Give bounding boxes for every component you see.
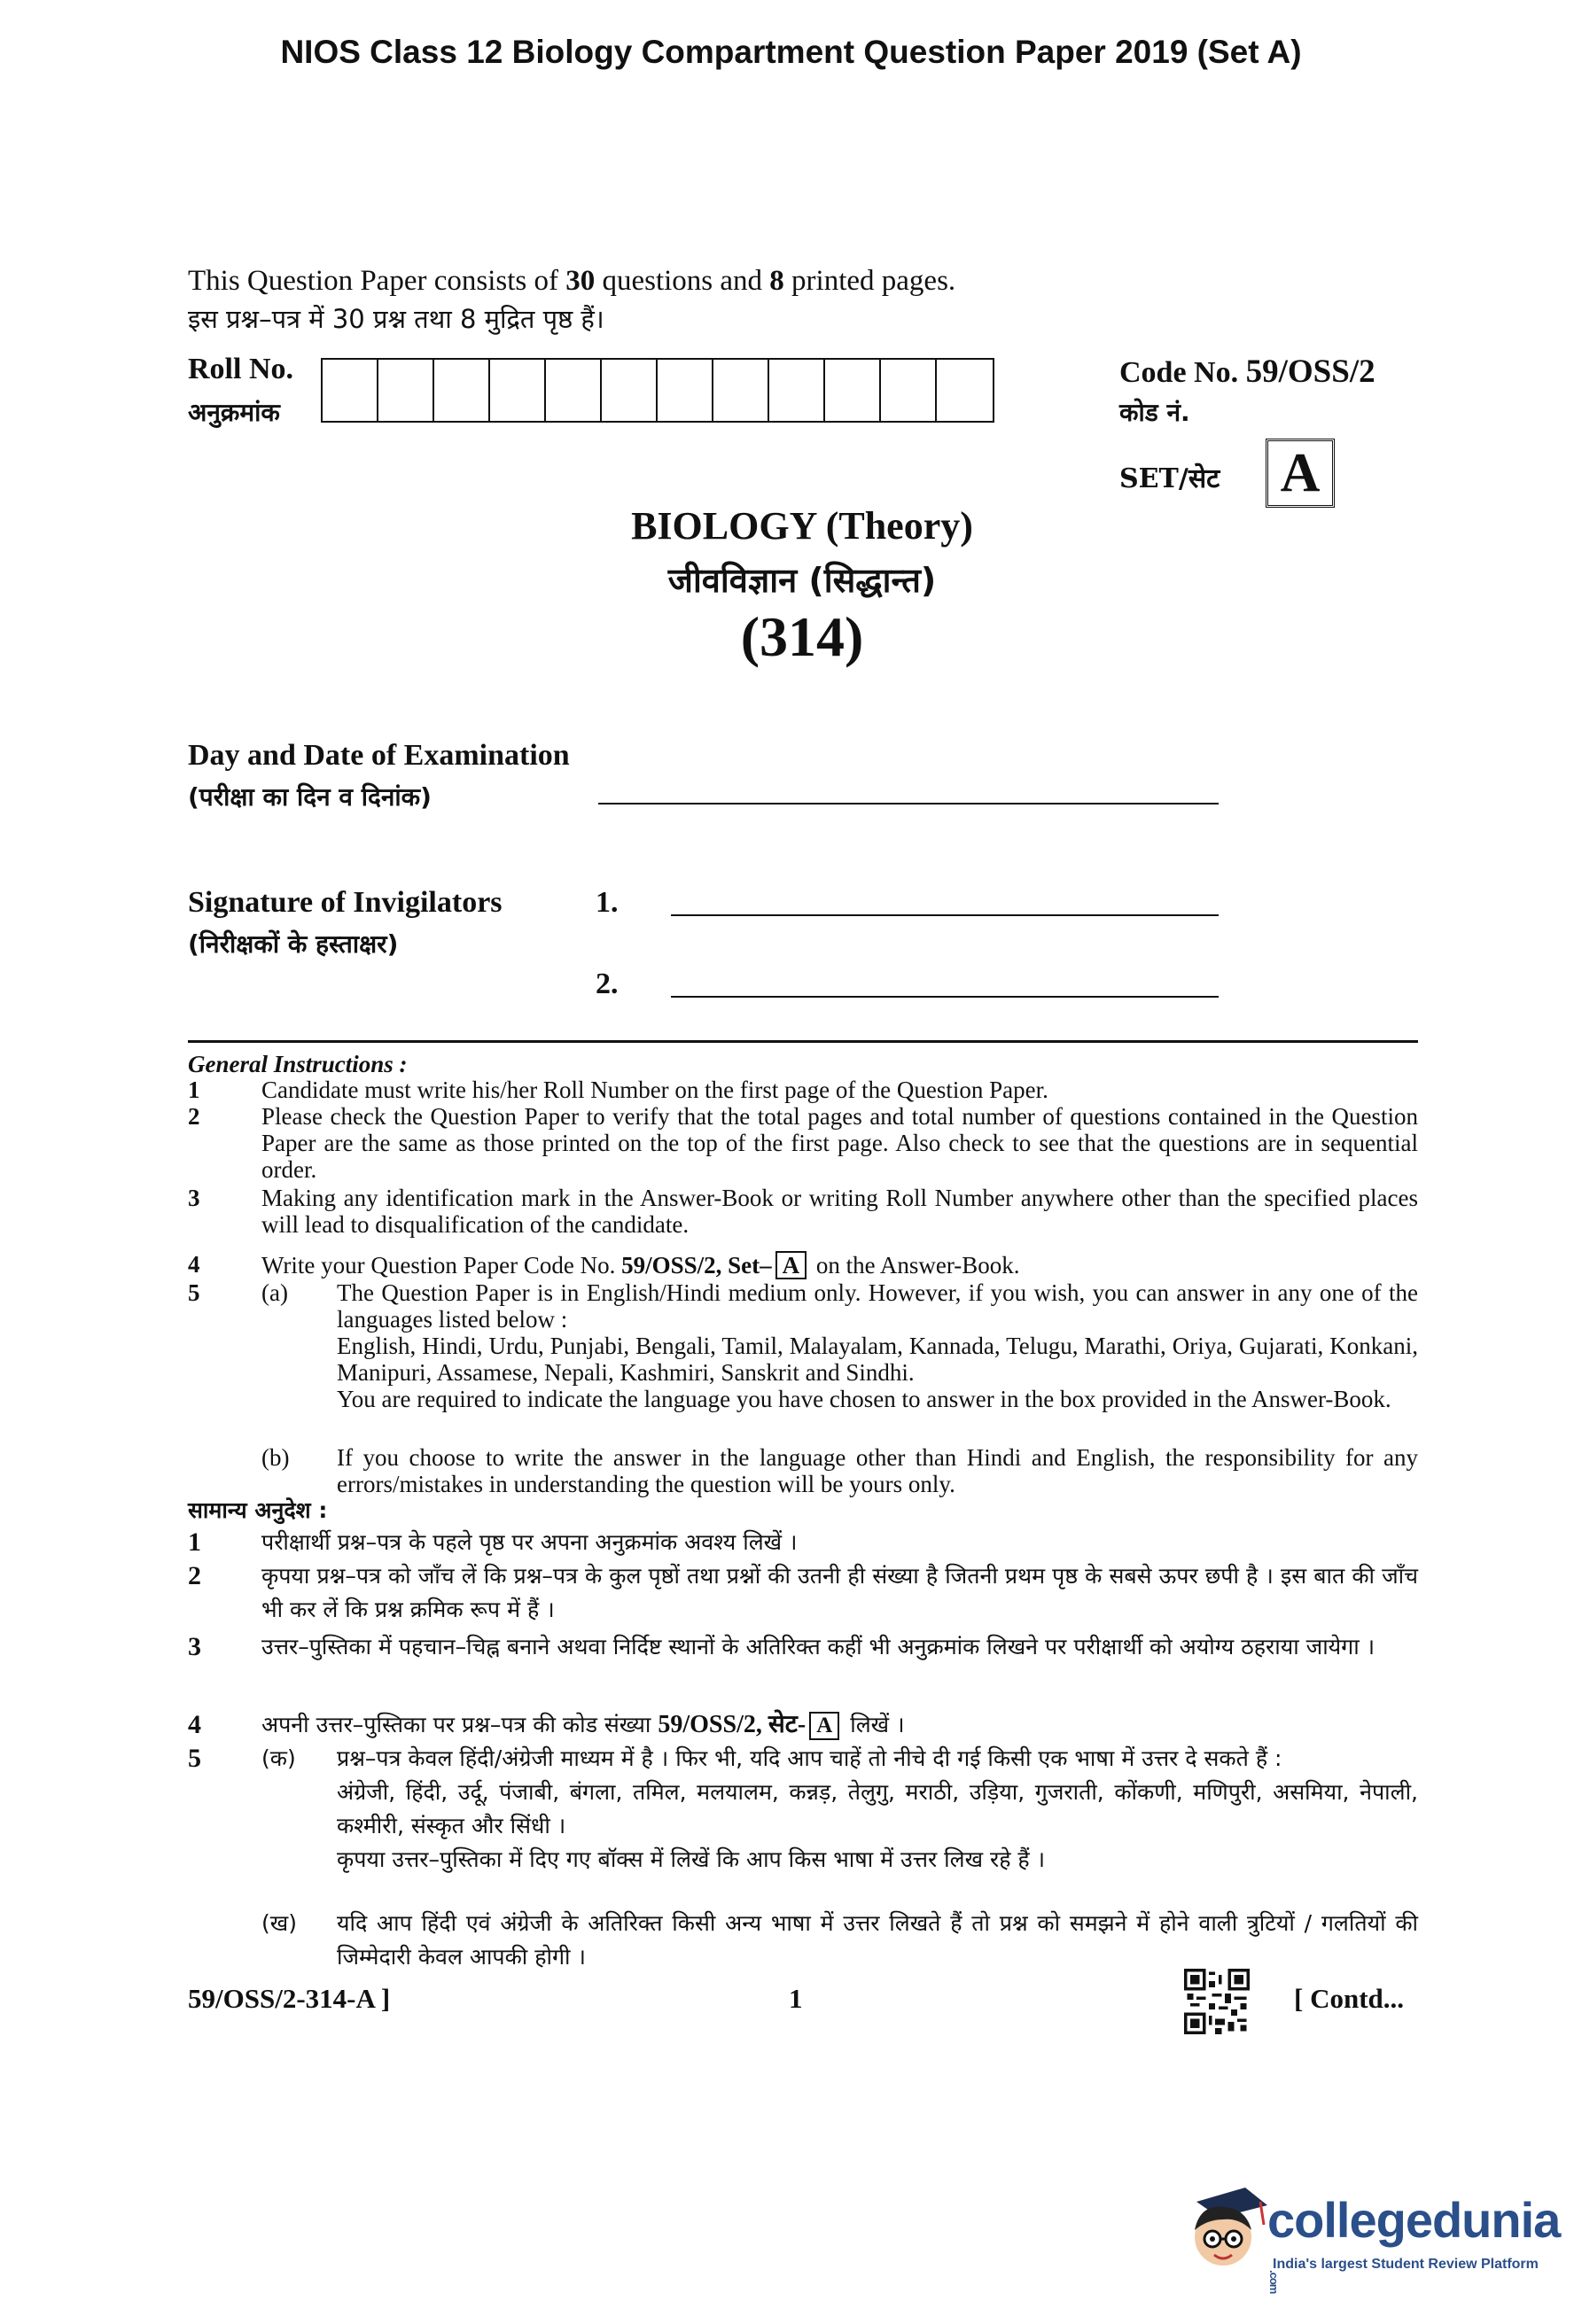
instruction-item-5 bbox=[0, 1279, 1582, 1501]
intro-english-line bbox=[188, 262, 955, 300]
instruction-sub-label: (b) bbox=[261, 1444, 290, 1471]
instruction-number: 2 bbox=[188, 1561, 201, 1590]
roll-cell[interactable] bbox=[713, 360, 769, 421]
exam-date-label: Day and Date of Examination bbox=[188, 739, 570, 772]
instruction-number: 2 bbox=[188, 1103, 200, 1130]
roll-cell[interactable] bbox=[937, 360, 993, 421]
instruction-number: 5 bbox=[188, 1744, 201, 1773]
invigilators-label-hindi: (निरीक्षकों के हस्ताक्षर) bbox=[188, 929, 399, 959]
hindi-instruction-item bbox=[0, 1630, 1582, 1698]
instruction-text: Candidate must write his/her Roll Number on the first page of the Question Paper. bbox=[261, 1077, 1048, 1103]
hindi-instruction-item bbox=[0, 1526, 1582, 1559]
instruction-text bbox=[261, 1251, 1418, 1279]
hindi-instruction-item-5 bbox=[0, 1742, 1582, 1981]
instruction-number: 5 bbox=[188, 1279, 200, 1306]
instruction-sub-label: (क) bbox=[261, 1745, 296, 1771]
qr-code-icon bbox=[1184, 1969, 1250, 2034]
footer-page-number: 1 bbox=[789, 1983, 803, 2014]
roll-cell[interactable] bbox=[546, 360, 602, 421]
hindi-instruction-4-suffix: लिखें । bbox=[850, 1712, 905, 1737]
invigilator-2-number: 2. bbox=[596, 968, 619, 1000]
instruction-text: परीक्षार्थी प्रश्न–पत्र के पहले पृष्ठ पर अपना अनुक्रमांक अवश्य लिखें । bbox=[261, 1529, 798, 1555]
set-label: SET/सेट bbox=[1119, 463, 1220, 494]
logo-tagline: India's largest Student Review Platform bbox=[1273, 2257, 1539, 2272]
logo-brand: collegedunia bbox=[1267, 2192, 1561, 2248]
roll-cell[interactable] bbox=[378, 360, 434, 421]
roll-cell[interactable] bbox=[434, 360, 490, 421]
footer-paper-code: 59/OSS/2-314-A ] bbox=[188, 1983, 391, 2014]
instruction-sub-label: (ख) bbox=[261, 1910, 297, 1936]
hindi-language-list: अंग्रेजी, हिंदी, उर्दू, पंजाबी, बंगला, तमिल, मलयालम, कन्नड़, तेलुगु, मराठी, उड़िया, गुजराती, कोंकणी, मणिपुरी, असमिया, नेपाली, कश्मीरी, संस्कृत और सिंधी । bbox=[337, 1779, 1418, 1838]
roll-cell[interactable] bbox=[602, 360, 658, 421]
instruction-item bbox=[0, 1185, 1582, 1238]
instruction-text: कृपया प्रश्न–पत्र को जाँच लें कि प्रश्न–पत्र के कुल पृष्ठों तथा प्रश्नों की उतनी ही संख्या है जितनी प्रथम पृष्ठ के सबसे ऊपर छपी है । इस बात की जाँच भी कर लें कि प्रश्न क्रमिक रूप में हैं । bbox=[261, 1563, 1418, 1622]
instruction-5a-note: You are required to indicate the language you have chosen to answer in the box provided in the Answer-Book. bbox=[337, 1386, 1391, 1412]
hindi-instruction-item bbox=[0, 1559, 1582, 1627]
exam-date-line[interactable] bbox=[598, 803, 1219, 804]
footer-continued: [ Contd... bbox=[1294, 1983, 1405, 2014]
page-banner-title: NIOS Class 12 Biology Compartment Question Paper 2019 (Set A) bbox=[280, 34, 1302, 70]
roll-cell[interactable] bbox=[658, 360, 713, 421]
invigilator-1-line[interactable] bbox=[671, 914, 1219, 916]
intro-prefix: This Question Paper consists of bbox=[188, 265, 558, 297]
instruction-sub-label: (a) bbox=[261, 1279, 288, 1306]
hindi-instruction-4-code: 59/OSS/2, सेट- bbox=[658, 1711, 807, 1738]
instruction-item bbox=[0, 1077, 1582, 1103]
instruction-number: 4 bbox=[188, 1251, 200, 1278]
paper-intro bbox=[188, 262, 955, 338]
instruction-number: 3 bbox=[188, 1632, 201, 1661]
instruction-5a-text: The Question Paper is in English/Hindi medium only. However, if you wish, you can answer in any one of the languages listed below : bbox=[337, 1279, 1418, 1333]
instruction-text bbox=[261, 1708, 1418, 1742]
roll-number-boxes[interactable] bbox=[321, 358, 994, 423]
subject-title-hindi: जीवविज्ञान (सिद्धान्त) bbox=[667, 561, 937, 600]
intro-hindi-line: इस प्रश्न–पत्र में 30 प्रश्न तथा 8 मुद्रित पृष्ठ हैं। bbox=[188, 304, 604, 334]
invigilators-label: Signature of Invigilators bbox=[188, 886, 503, 919]
instruction-number: 1 bbox=[188, 1527, 201, 1557]
code-label-hindi: कोड नं. bbox=[1119, 398, 1190, 427]
hindi-instruction-item bbox=[0, 1708, 1582, 1742]
roll-cell[interactable] bbox=[825, 360, 881, 421]
hindi-instruction-5a bbox=[337, 1742, 1418, 1877]
instruction-number: 4 bbox=[188, 1710, 201, 1739]
hindi-instruction-5a-note: कृपया उत्तर–पुस्तिका में दिए गए बॉक्स में लिखें कि आप किस भाषा में उत्तर लिख रहे हैं । bbox=[337, 1846, 1046, 1872]
hindi-instruction-4-prefix: अपनी उत्तर–पुस्तिका पर प्रश्न–पत्र की कोड संख्या bbox=[261, 1712, 651, 1737]
logo-suffix: .com bbox=[1267, 2270, 1281, 2294]
hindi-instructions-heading: सामान्य अनुदेश : bbox=[188, 1497, 328, 1523]
question-count: 30 bbox=[565, 265, 596, 297]
set-box: A bbox=[1266, 439, 1335, 508]
roll-cell[interactable] bbox=[323, 360, 378, 421]
mascot-icon bbox=[1161, 2175, 1276, 2290]
roll-label-hindi: अनुक्रमांक bbox=[188, 398, 280, 427]
intro-suffix: printed pages. bbox=[791, 265, 956, 297]
roll-cell[interactable] bbox=[881, 360, 937, 421]
collegedunia-logo bbox=[1161, 2175, 1569, 2294]
instruction-4-prefix: Write your Question Paper Code No. bbox=[261, 1252, 616, 1279]
subject-title: BIOLOGY (Theory) bbox=[631, 504, 973, 548]
instruction-5a bbox=[337, 1279, 1418, 1412]
language-list: English, Hindi, Urdu, Punjabi, Bengali, Tamil, Malayalam, Kannada, Telugu, Marathi, Oriya, Gujarati, Konkani, Manipuri, Assamese, Nepali, Kashmiri, Sanskrit and Sindhi. bbox=[337, 1333, 1418, 1386]
instruction-4-code: 59/OSS/2, Set– bbox=[621, 1252, 772, 1279]
set-mini-box: A bbox=[809, 1712, 839, 1740]
roll-cell[interactable] bbox=[769, 360, 825, 421]
instruction-item bbox=[0, 1251, 1582, 1279]
code-value: 59/OSS/2 bbox=[1245, 354, 1375, 390]
set-mini-box: A bbox=[775, 1251, 807, 1279]
instruction-5b-text: If you choose to write the answer in the language other than Hindi and English, the responsibility for any errors/mistakes in understanding the question will be yours only. bbox=[337, 1444, 1418, 1497]
instruction-item bbox=[0, 1103, 1582, 1183]
instruction-text: उत्तर–पुस्तिका में पहचान–चिह्न बनाने अथवा निर्दिष्ट स्थानों के अतिरिक्त कहीं भी अनुक्रमांक लिखने पर परीक्षार्थी को अयोग्य ठहराया जायेगा । bbox=[261, 1634, 1375, 1659]
section-divider bbox=[188, 1040, 1418, 1043]
code-block bbox=[1119, 353, 1375, 391]
page-count: 8 bbox=[769, 265, 784, 297]
subject-code: (314) bbox=[740, 605, 864, 668]
hindi-instruction-5b-text: यदि आप हिंदी एवं अंग्रेजी के अतिरिक्त किसी अन्य भाषा में उत्तर लिखते हैं तो प्रश्न को समझने में होने वाली त्रुटियों / गलतियों की जिम्मेदारी केवल आपकी होगी । bbox=[337, 1910, 1418, 1970]
general-instructions-heading: General Instructions : bbox=[188, 1051, 408, 1077]
exam-date-label-hindi: (परीक्षा का दिन व दिनांक) bbox=[188, 782, 432, 812]
instruction-4-suffix: on the Answer-Book. bbox=[815, 1252, 1020, 1279]
instruction-text: Please check the Question Paper to verify that the total pages and total number of questions contained in the Question Paper are the same as those printed on the top of the first page. Also check to see that the questions are in sequential order. bbox=[261, 1103, 1418, 1183]
invigilator-1-number: 1. bbox=[596, 886, 619, 919]
code-label: Code No. bbox=[1119, 356, 1239, 389]
roll-label: Roll No. bbox=[188, 353, 293, 385]
instruction-number: 1 bbox=[188, 1077, 200, 1103]
instruction-number: 3 bbox=[188, 1185, 200, 1211]
intro-mid: questions and bbox=[602, 265, 763, 297]
roll-cell[interactable] bbox=[490, 360, 546, 421]
instruction-text: Making any identification mark in the Answer-Book or writing Roll Number anywhere other than the specified places will lead to disqualification of the candidate. bbox=[261, 1185, 1418, 1238]
logo-wordmark bbox=[1267, 2191, 1569, 2306]
invigilator-2-line[interactable] bbox=[671, 996, 1219, 998]
hindi-instruction-5a-text: प्रश्न–पत्र केवल हिंदी/अंग्रेजी माध्यम में है । फिर भी, यदि आप चाहें तो नीचे दी गई किसी एक भाषा में उत्तर दे सकते हैं : bbox=[337, 1745, 1282, 1771]
